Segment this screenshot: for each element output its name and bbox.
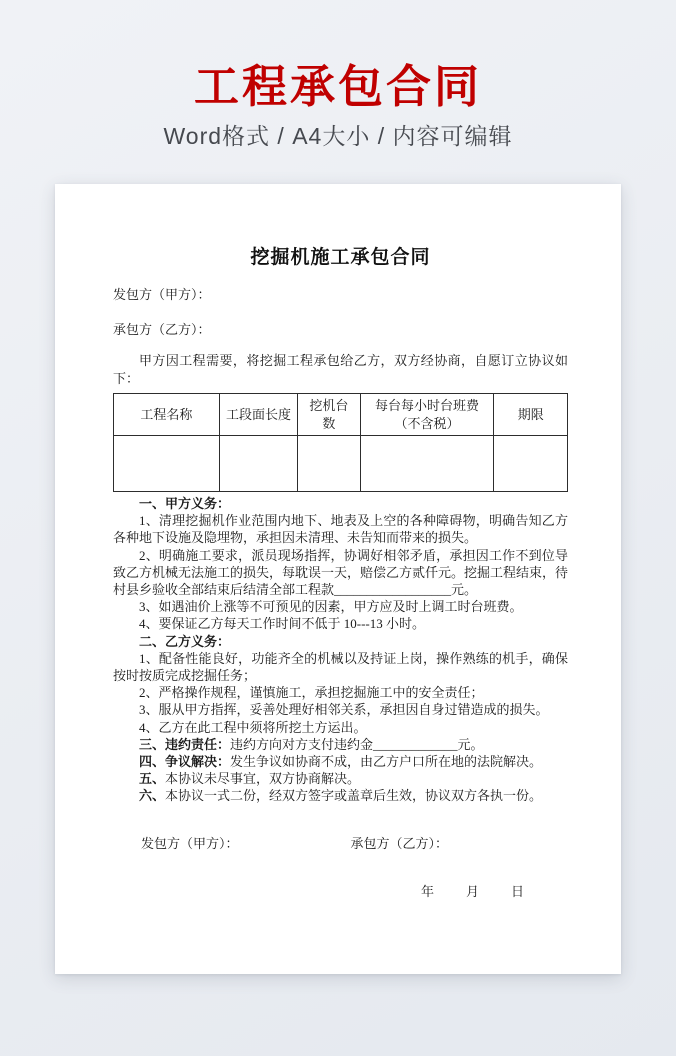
table-header-cell: 每台每小时台班费（不含税） xyxy=(360,394,494,436)
clause-paragraph xyxy=(113,684,568,701)
clause-text: 本协议未尽事宜，双方协商解决。 xyxy=(165,771,361,787)
signature-party-b: 承包方（乙方）： xyxy=(350,835,449,851)
clause-text: 发生争议如协商不成，由乙方户口所在地的法院解决。 xyxy=(230,754,543,770)
table-header-cell: 工程名称 xyxy=(114,394,220,436)
clause-paragraph xyxy=(113,736,568,753)
party-a-line: 发包方（甲方）： xyxy=(113,287,211,302)
table-cell xyxy=(298,436,360,492)
table-header-cell: 挖机台数 xyxy=(298,394,360,436)
clause-text: 1、配备性能良好，功能齐全的机械以及持证上岗，操作熟练的机手，确保按时按质完成挖掘任务； xyxy=(113,650,568,684)
clause-paragraph xyxy=(113,787,568,804)
clause-paragraph xyxy=(113,650,568,684)
clause-text: 1、清理挖掘机作业范围内地下、地表及上空的各种障碍物，明确告知乙方各种地下设施及隐埋物，承担因未清理、未告知而带来的损失。 xyxy=(113,513,568,546)
clause-text: 4、乙方在此工程中须将所挖土方运出。 xyxy=(139,719,367,735)
clause-text: 违约方向对方支付违约金_____________元。 xyxy=(230,736,484,752)
table-header-cell: 期限 xyxy=(494,394,568,436)
clause-text: 4、要保证乙方每天工作时间不低于 10---13 小时。 xyxy=(139,616,425,632)
contract-table xyxy=(113,393,568,492)
table-row xyxy=(114,436,568,492)
table-header-row xyxy=(114,394,568,436)
clause-paragraph xyxy=(113,512,568,546)
banner-subtitle: Word格式 / A4大小 / 内容可编辑 xyxy=(163,123,513,149)
clause-heading: 五、 xyxy=(139,771,166,787)
clause-text: 3、服从甲方指挥，妥善处理好相邻关系，承担因自身过错造成的损失。 xyxy=(139,702,549,718)
banner-title: 工程承包合同 xyxy=(193,61,482,112)
clause-paragraph xyxy=(113,753,568,770)
clause-paragraph xyxy=(113,633,568,650)
document-page xyxy=(55,184,621,974)
clause-heading: 一、甲方义务： xyxy=(139,496,231,511)
clause-paragraph xyxy=(113,770,568,787)
party-b-line: 承包方（乙方）： xyxy=(113,322,211,337)
intro-paragraph: 甲方因工程需要，将挖掘工程承包给乙方，双方经协商，自愿订立协议如下： xyxy=(113,353,568,386)
clause-paragraph xyxy=(113,547,568,599)
clause-heading: 三、违约责任： xyxy=(139,736,231,752)
clauses-section xyxy=(113,495,568,805)
table-cell xyxy=(114,436,220,492)
clause-text: 2、严格操作规程，谨慎施工，承担挖掘施工中的安全责任； xyxy=(139,685,484,701)
clause-text: 2、明确施工要求，派员现场指挥，协调好相邻矛盾，承担因工作不到位导致乙方机械无法施工的损失，每耽误一天，赔偿乙方贰仟元。挖掘工程结束，待村县乡验收全部结束后结清全部工程款__________________元。 xyxy=(113,547,569,598)
clause-paragraph xyxy=(113,615,568,632)
date-line: 年 月 日 xyxy=(420,883,526,899)
clause-heading: 二、乙方义务： xyxy=(139,633,231,649)
clause-paragraph xyxy=(113,495,568,512)
signature-party-a: 发包方（甲方）： xyxy=(141,835,239,851)
table-cell xyxy=(219,436,298,492)
document-title: 挖掘机施工承包合同 xyxy=(250,247,431,268)
clause-text: 本协议一式二份，经双方签字或盖章后生效，协议双方各执一份。 xyxy=(165,788,543,804)
table-cell xyxy=(494,436,568,492)
signature-row xyxy=(113,835,568,853)
clause-paragraph xyxy=(113,598,568,615)
clause-paragraph xyxy=(113,719,568,736)
clause-heading: 六、 xyxy=(139,788,166,804)
table-cell xyxy=(360,436,494,492)
clause-heading: 四、争议解决： xyxy=(139,754,231,770)
table-header-cell: 工段面长度 xyxy=(219,394,298,436)
clause-text: 3、如遇油价上涨等不可预见的因素，甲方应及时上调工时台班费。 xyxy=(139,599,523,615)
banner xyxy=(0,0,676,148)
clause-paragraph xyxy=(113,701,568,718)
